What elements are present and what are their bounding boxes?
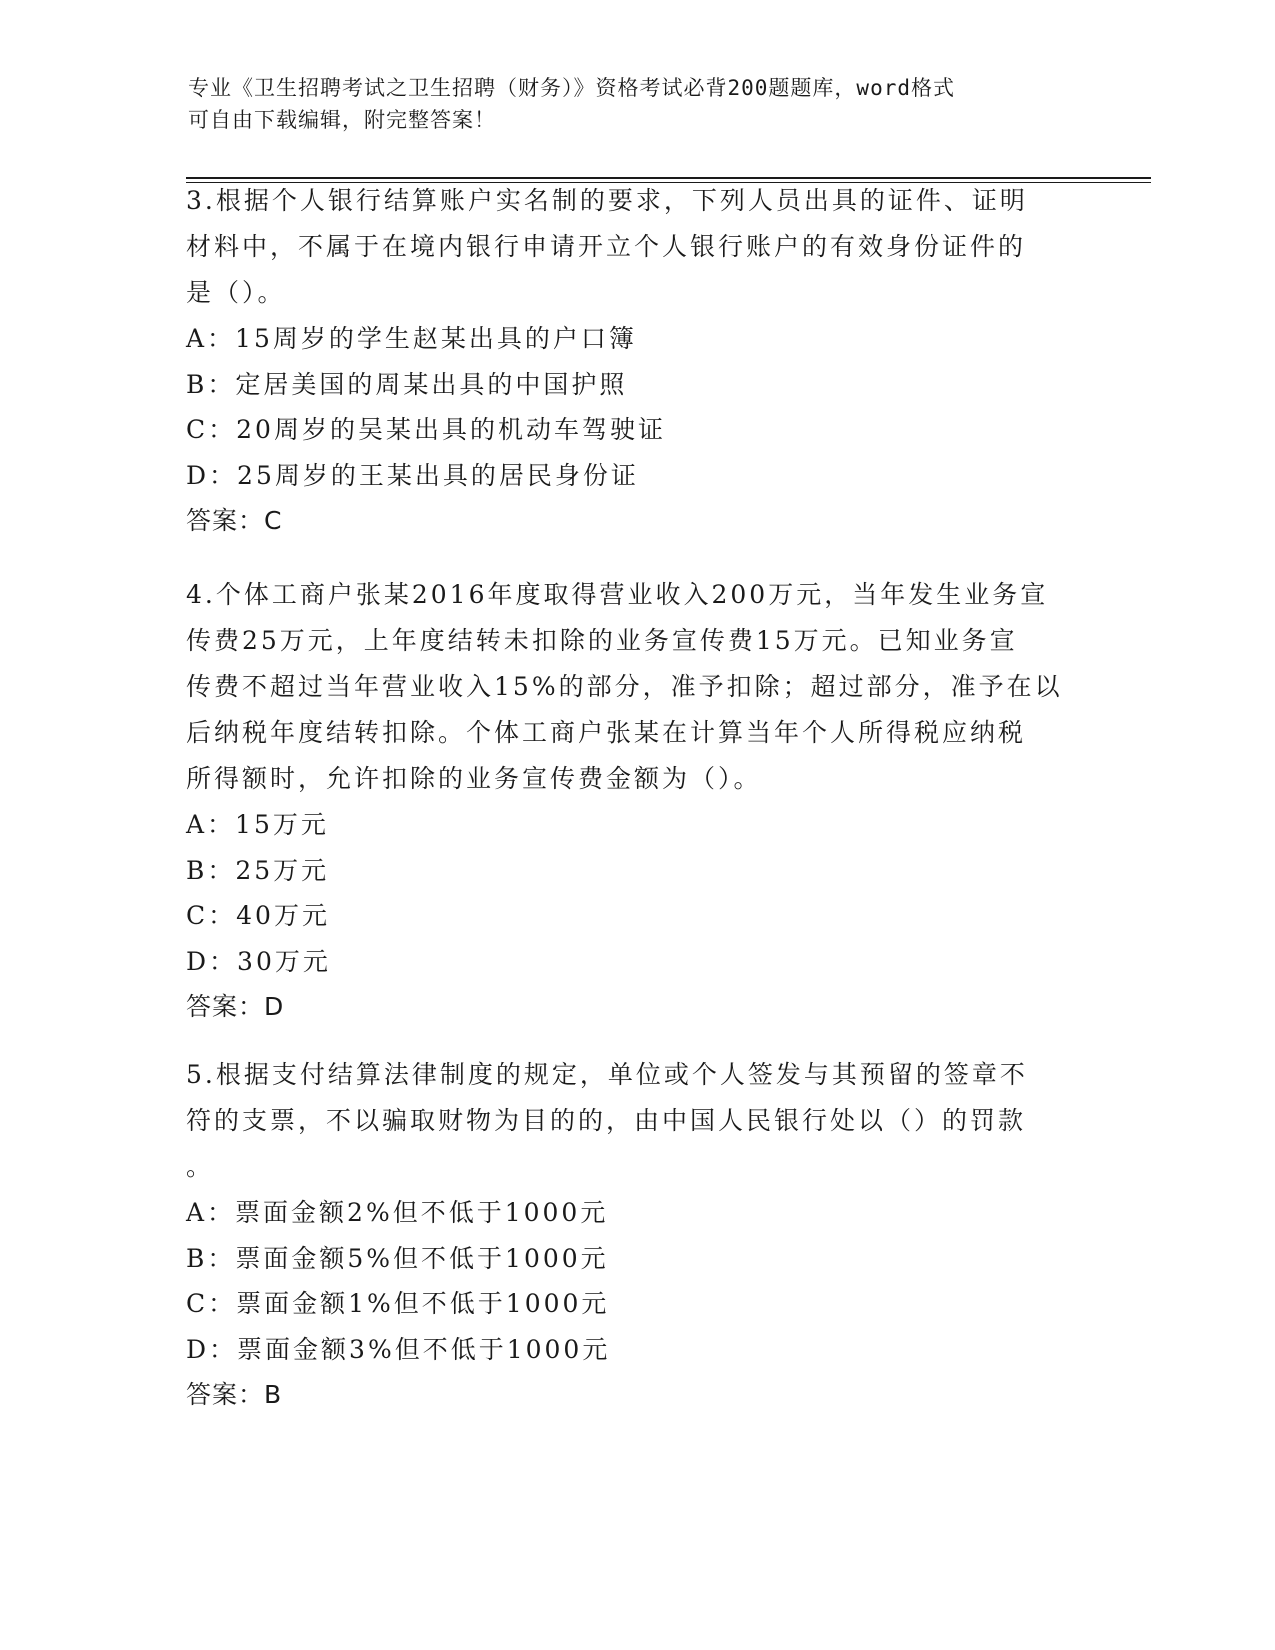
option-d: D：25周岁的王某出具的居民身份证 bbox=[186, 460, 639, 490]
option-b: B：25万元 bbox=[186, 855, 330, 885]
answer: 答案：D bbox=[186, 992, 285, 1021]
option-d: D：票面金额3%但不低于1000元 bbox=[186, 1334, 611, 1364]
question-stem-line: 材料中，不属于在境内银行申请开立个人银行账户的有效身份证件的 bbox=[186, 232, 1027, 261]
header-line-2: 可自由下载编辑，附完整答案！ bbox=[188, 108, 496, 132]
option-d: D：30万元 bbox=[186, 946, 331, 976]
question-5 bbox=[186, 1052, 1086, 1418]
answer: 答案：B bbox=[186, 1380, 283, 1409]
option-a: A：票面金额2%但不低于1000元 bbox=[186, 1198, 609, 1227]
question-stem-line: 是（）。 bbox=[186, 278, 286, 307]
header-line-1: 专业《卫生招聘考试之卫生招聘（财务）》资格考试必背200题题库，word格式 bbox=[188, 76, 955, 100]
question-stem-line: 后纳税年度结转扣除。个体工商户张某在计算当年个人所得税应纳税 bbox=[186, 718, 1027, 747]
question-stem-line: 4.个体工商户张某2016年度取得营业收入200万元，当年发生业务宣 bbox=[186, 580, 1049, 609]
option-a: A：15周岁的学生赵某出具的户口簿 bbox=[186, 324, 637, 353]
answer: 答案：C bbox=[186, 506, 283, 535]
option-b: B：定居美国的周某出具的中国护照 bbox=[186, 369, 628, 399]
question-stem-line: 5.根据支付结算法律制度的规定，单位或个人签发与其预留的签章不 bbox=[186, 1060, 1028, 1089]
question-stem-line: 所得额时，允许扣除的业务宣传费金额为（）。 bbox=[186, 764, 762, 793]
option-c: C：40万元 bbox=[186, 901, 330, 930]
question-stem-line: 符的支票，不以骗取财物为目的的，由中国人民银行处以（）的罚款 bbox=[186, 1106, 1027, 1135]
question-3 bbox=[186, 178, 1086, 544]
option-b: B：票面金额5%但不低于1000元 bbox=[186, 1243, 609, 1273]
option-c: C：票面金额1%但不低于1000元 bbox=[186, 1289, 610, 1318]
option-c: C：20周岁的吴某出具的机动车驾驶证 bbox=[186, 415, 666, 444]
option-a: A：15万元 bbox=[186, 810, 329, 839]
question-stem-line: 传费不超过当年营业收入15%的部分，准予扣除；超过部分，准予在以 bbox=[186, 672, 1063, 701]
question-stem-line: 传费25万元，上年度结转未扣除的业务宣传费15万元。已知业务宣 bbox=[186, 626, 1018, 655]
question-4 bbox=[186, 572, 1086, 1030]
document-header bbox=[188, 72, 1088, 136]
question-stem-line: 。 bbox=[186, 1152, 215, 1181]
question-stem-line: 3.根据个人银行结算账户实名制的要求，下列人员出具的证件、证明 bbox=[186, 186, 1028, 215]
